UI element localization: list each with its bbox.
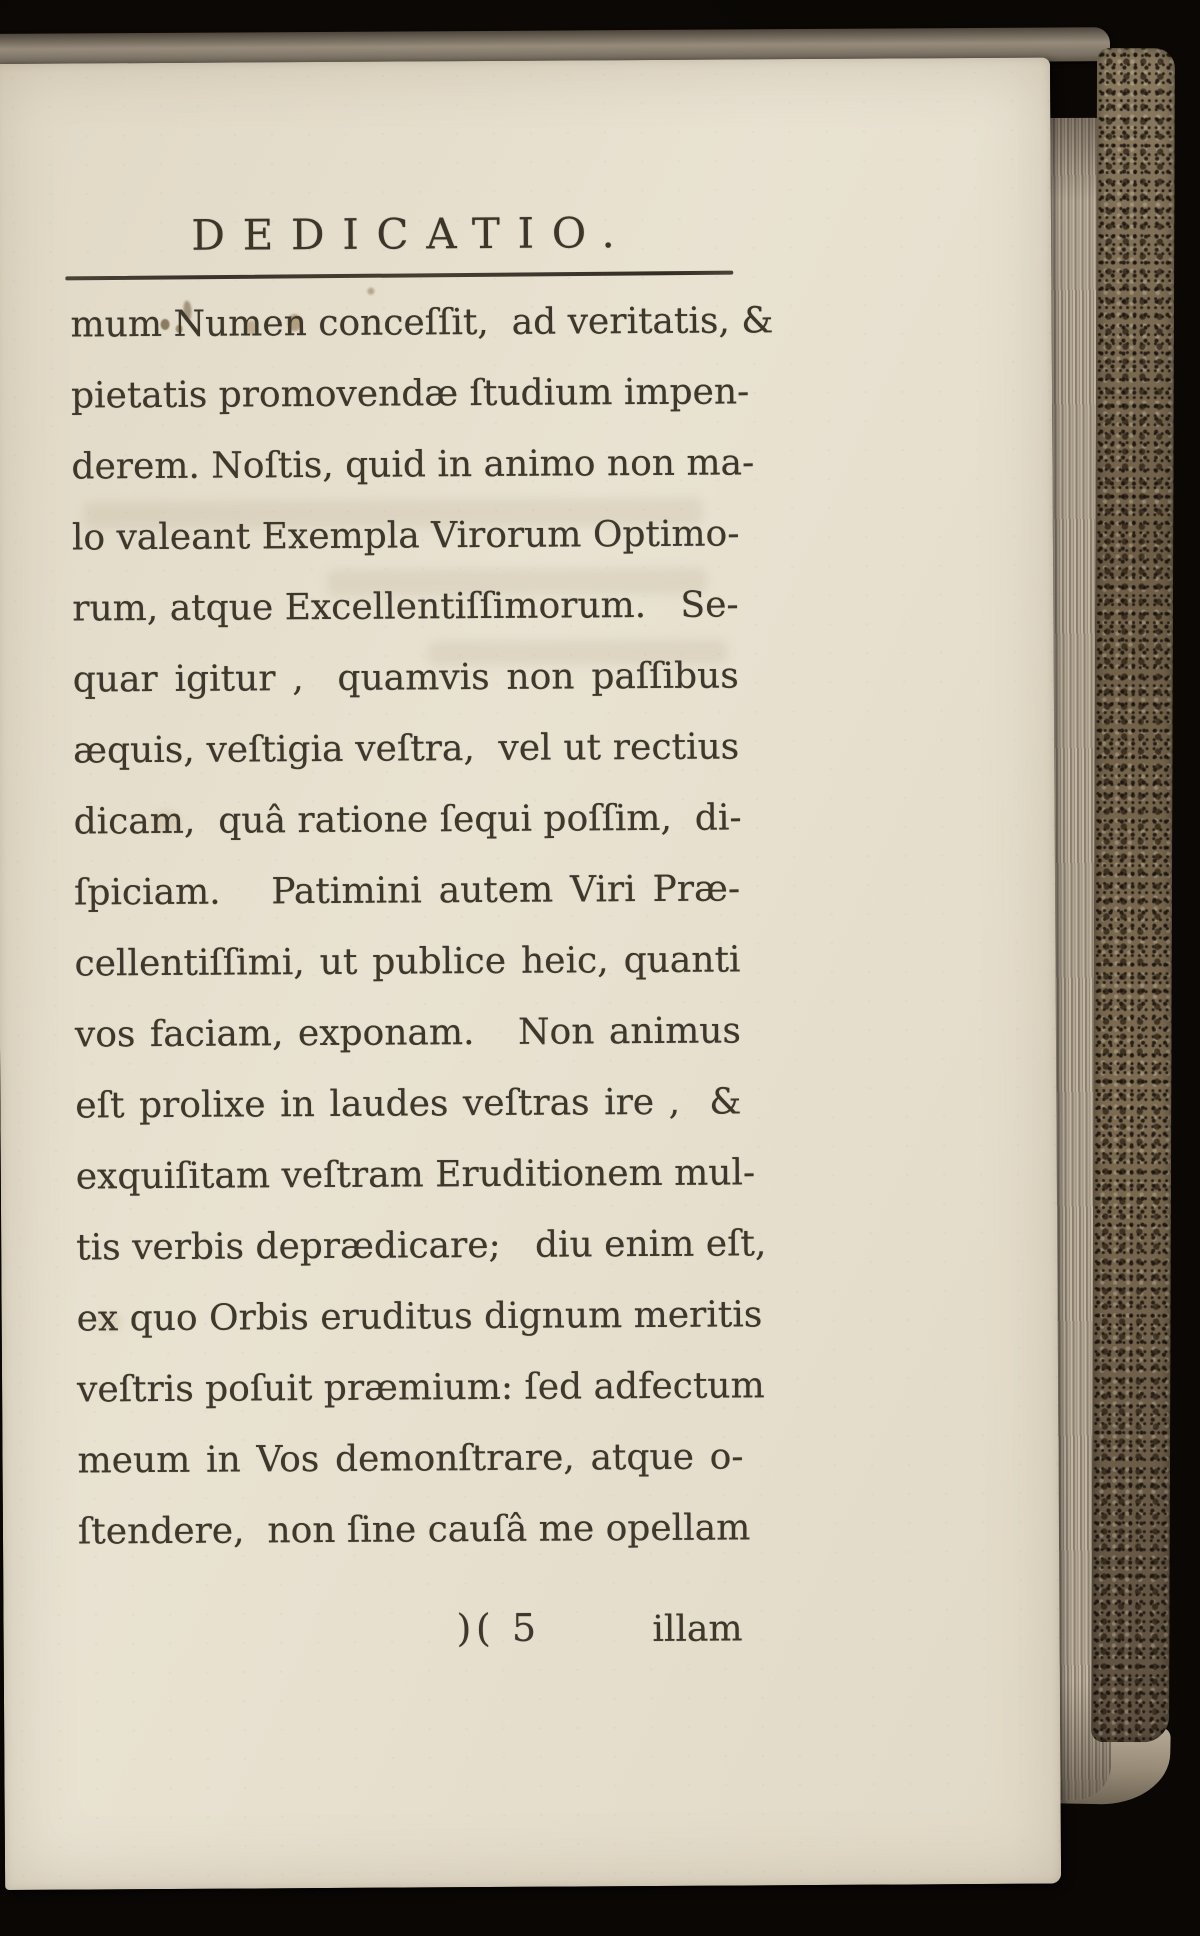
text-line: ſtendere, non ſine cauſâ me opellam [77, 1507, 751, 1553]
book-marbled-board-edge [1091, 48, 1175, 1742]
text-line: cellentiſſimi, ut publice heic, quanti [74, 939, 741, 985]
text-line: tis verbis deprædicare; diu enim eſt, [76, 1223, 767, 1269]
text-line: ex quo Orbis eruditus dignum meritis [76, 1294, 763, 1340]
text-line: exquiſitam veſtram Eruditionem mul- [75, 1152, 756, 1198]
text-line: vos faciam, exponam. Non animus [74, 1010, 742, 1056]
book-page [0, 58, 1061, 1890]
text-line: meum in Vos demonſtrare, atque o- [77, 1436, 744, 1482]
text-line: derem. Noſtis, quid in animo non ma- [71, 442, 755, 488]
signature-mark: )( 5 [456, 1605, 541, 1651]
body-text-block [70, 285, 774, 1666]
text-line: rum, atque Excellentiſſimorum. Se- [72, 584, 739, 630]
text-line: veſtris poſuit præmium: ſed adfectum [76, 1365, 765, 1411]
text-line: æquis, veſtigia veſtra, vel ut rectius [73, 726, 740, 772]
text-line: lo valeant Exempla Virorum Optimo- [71, 513, 740, 559]
heading-rule [65, 271, 733, 281]
text-line: eſt prolixe in laudes veſtras ire , & [75, 1081, 742, 1127]
text-line: pietatis promovendæ ſtudium impen- [70, 371, 750, 417]
signature-row [78, 1591, 744, 1666]
page-heading: DEDICATIO. [191, 208, 633, 260]
text-line: quar igitur , quamvis non paſſibus [72, 655, 739, 701]
text-line: ſpiciam. Patimini autem Viri Præ- [73, 868, 741, 914]
catchword: illam [652, 1608, 743, 1651]
text-line: mum Numen conceſſit, ad veritatis, & [70, 300, 774, 346]
text-line: dicam, quâ ratione ſequi poſſim, di- [73, 797, 742, 843]
